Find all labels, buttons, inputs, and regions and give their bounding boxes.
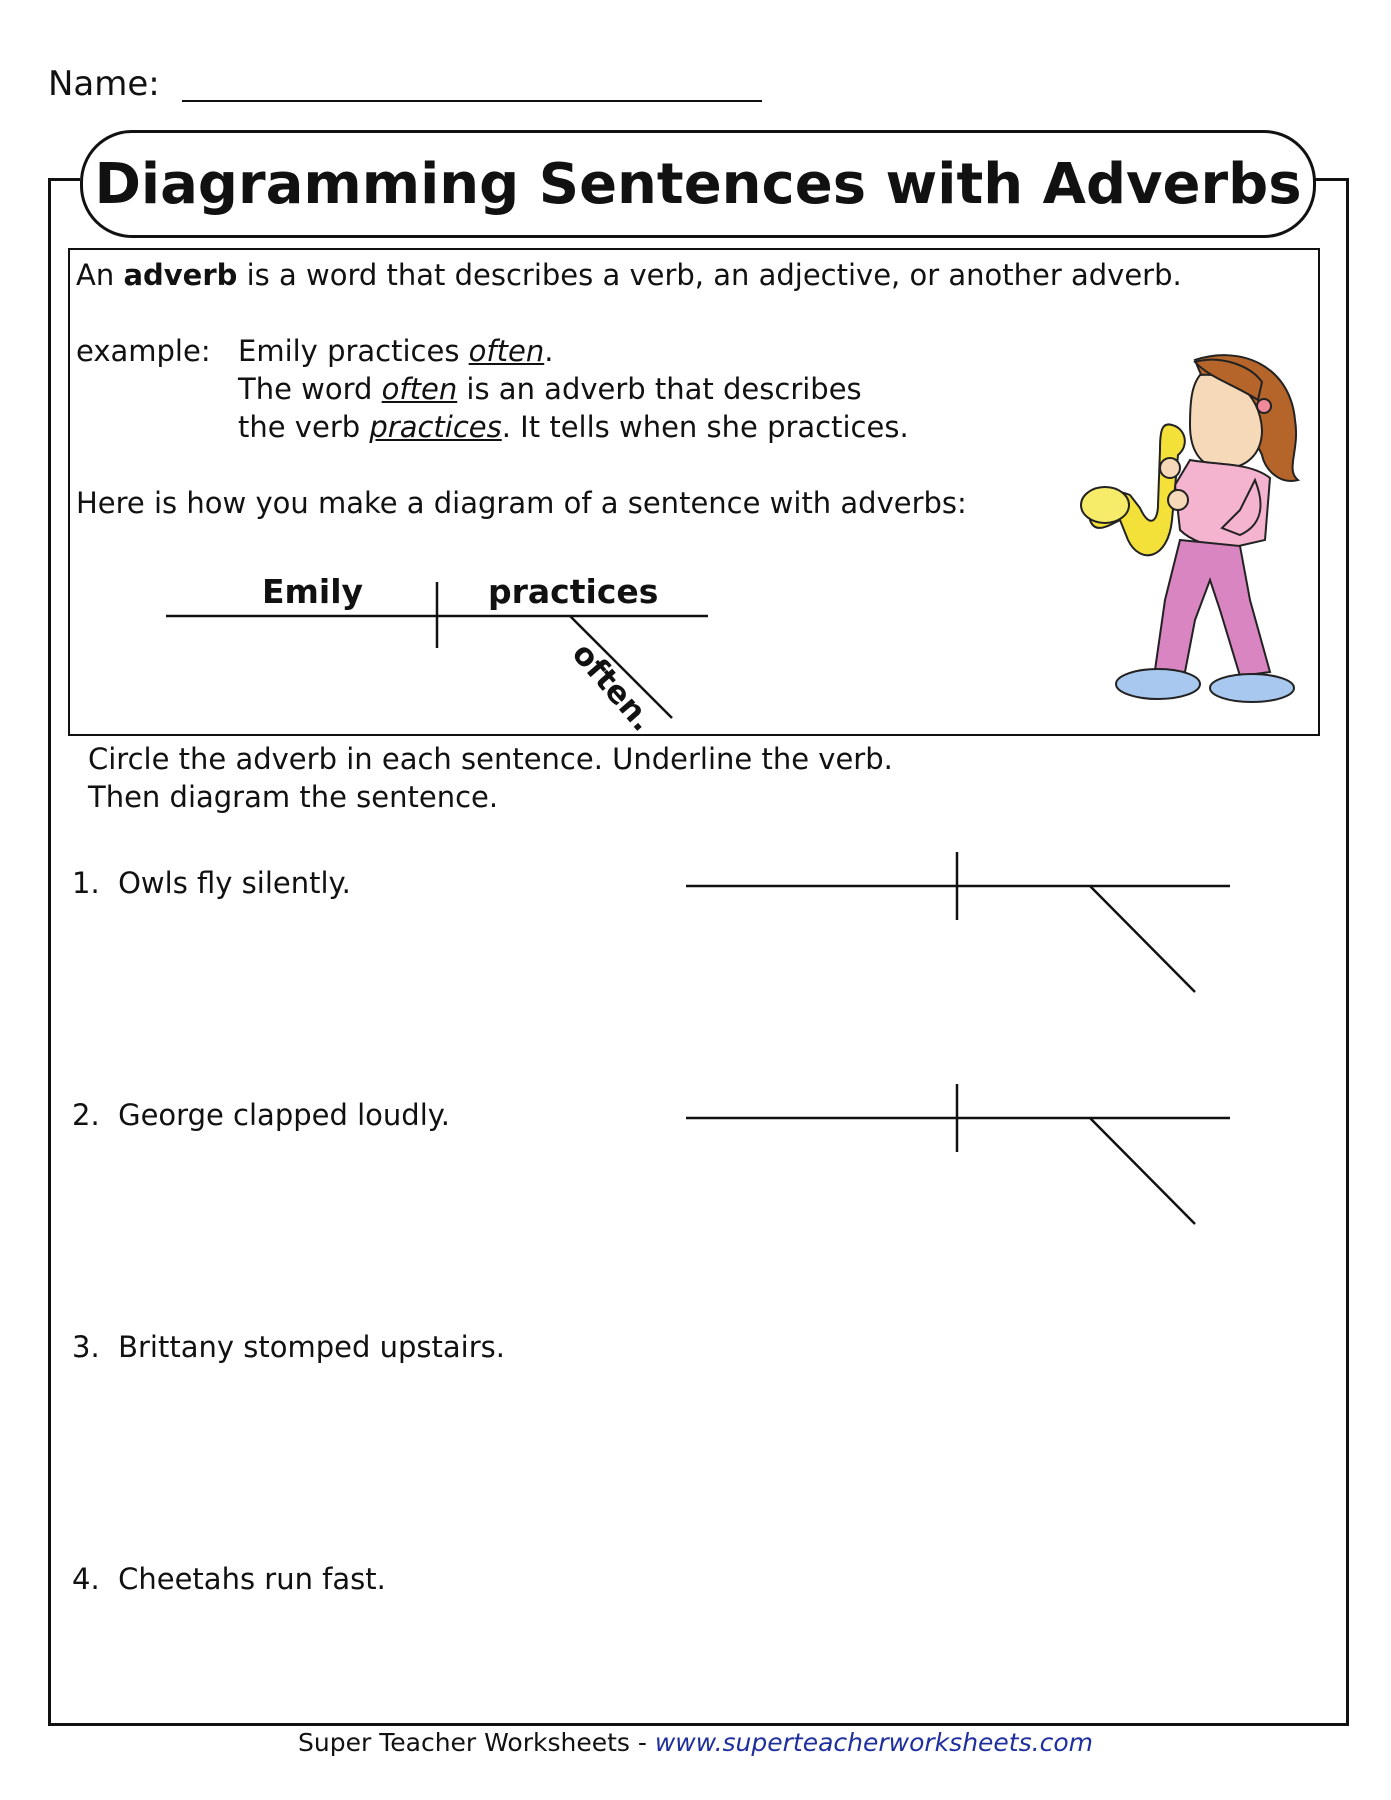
example-line-3 <box>238 410 909 444</box>
question-3 <box>72 1330 505 1364</box>
frame-top-right <box>1312 178 1346 181</box>
instructions-line-2: Then diagram the sentence. <box>88 780 499 814</box>
question-1-number: 1. <box>72 866 100 900</box>
example-line-3-a: the verb <box>238 410 370 444</box>
diagram-subject: Emily <box>262 572 364 611</box>
footer <box>0 1728 1391 1757</box>
name-label: Name: <box>48 64 160 104</box>
question-4-text[interactable]: Cheetahs run fast. <box>118 1562 386 1596</box>
example-line-2-a: The word <box>238 372 382 406</box>
adverb-definition <box>76 258 1182 292</box>
definition-rest: is a word that describes a verb, an adjective, or another adverb. <box>237 258 1182 292</box>
question-2-text[interactable]: George clapped loudly. <box>118 1098 450 1132</box>
question-1-text[interactable]: Owls fly silently. <box>118 866 351 900</box>
question-2-number: 2. <box>72 1098 100 1132</box>
example-line-2-b: is an adverb that describes <box>457 372 862 406</box>
instructions-line-1: Circle the adverb in each sentence. Underline the verb. <box>88 742 893 776</box>
example-line-1 <box>238 334 553 368</box>
question-3-number: 3. <box>72 1330 100 1364</box>
name-field[interactable] <box>182 100 762 102</box>
example-line-2 <box>238 372 862 406</box>
howto-text: Here is how you make a diagram of a sentence with adverbs: <box>76 486 967 520</box>
definition-prefix: An <box>76 258 124 292</box>
frame-top-left <box>48 178 80 181</box>
question-1 <box>72 866 351 900</box>
question-4-number: 4. <box>72 1562 100 1596</box>
page-title: Diagramming Sentences with Adverbs <box>94 151 1302 217</box>
definition-term: adverb <box>123 258 238 292</box>
example-line-2-underlined: often <box>381 372 458 406</box>
diagram-verb: practices <box>488 572 659 611</box>
title-banner <box>80 130 1316 238</box>
question-4 <box>72 1562 386 1596</box>
question-2 <box>72 1098 450 1132</box>
question-3-text[interactable]: Brittany stomped upstairs. <box>118 1330 505 1364</box>
example-line-1-underlined: often <box>468 334 545 368</box>
example-line-3-underlined: practices <box>369 410 502 444</box>
footer-site: Super Teacher Worksheets - <box>298 1728 655 1757</box>
diagram-adverb: often. <box>564 636 661 739</box>
example-line-3-b: . It tells when she practices. <box>501 410 909 444</box>
example-label: example: <box>76 334 211 368</box>
example-line-1-a: Emily practices <box>238 334 469 368</box>
example-line-1-b: . <box>544 334 554 368</box>
footer-url[interactable]: www.superteacherworksheets.com <box>654 1728 1093 1757</box>
